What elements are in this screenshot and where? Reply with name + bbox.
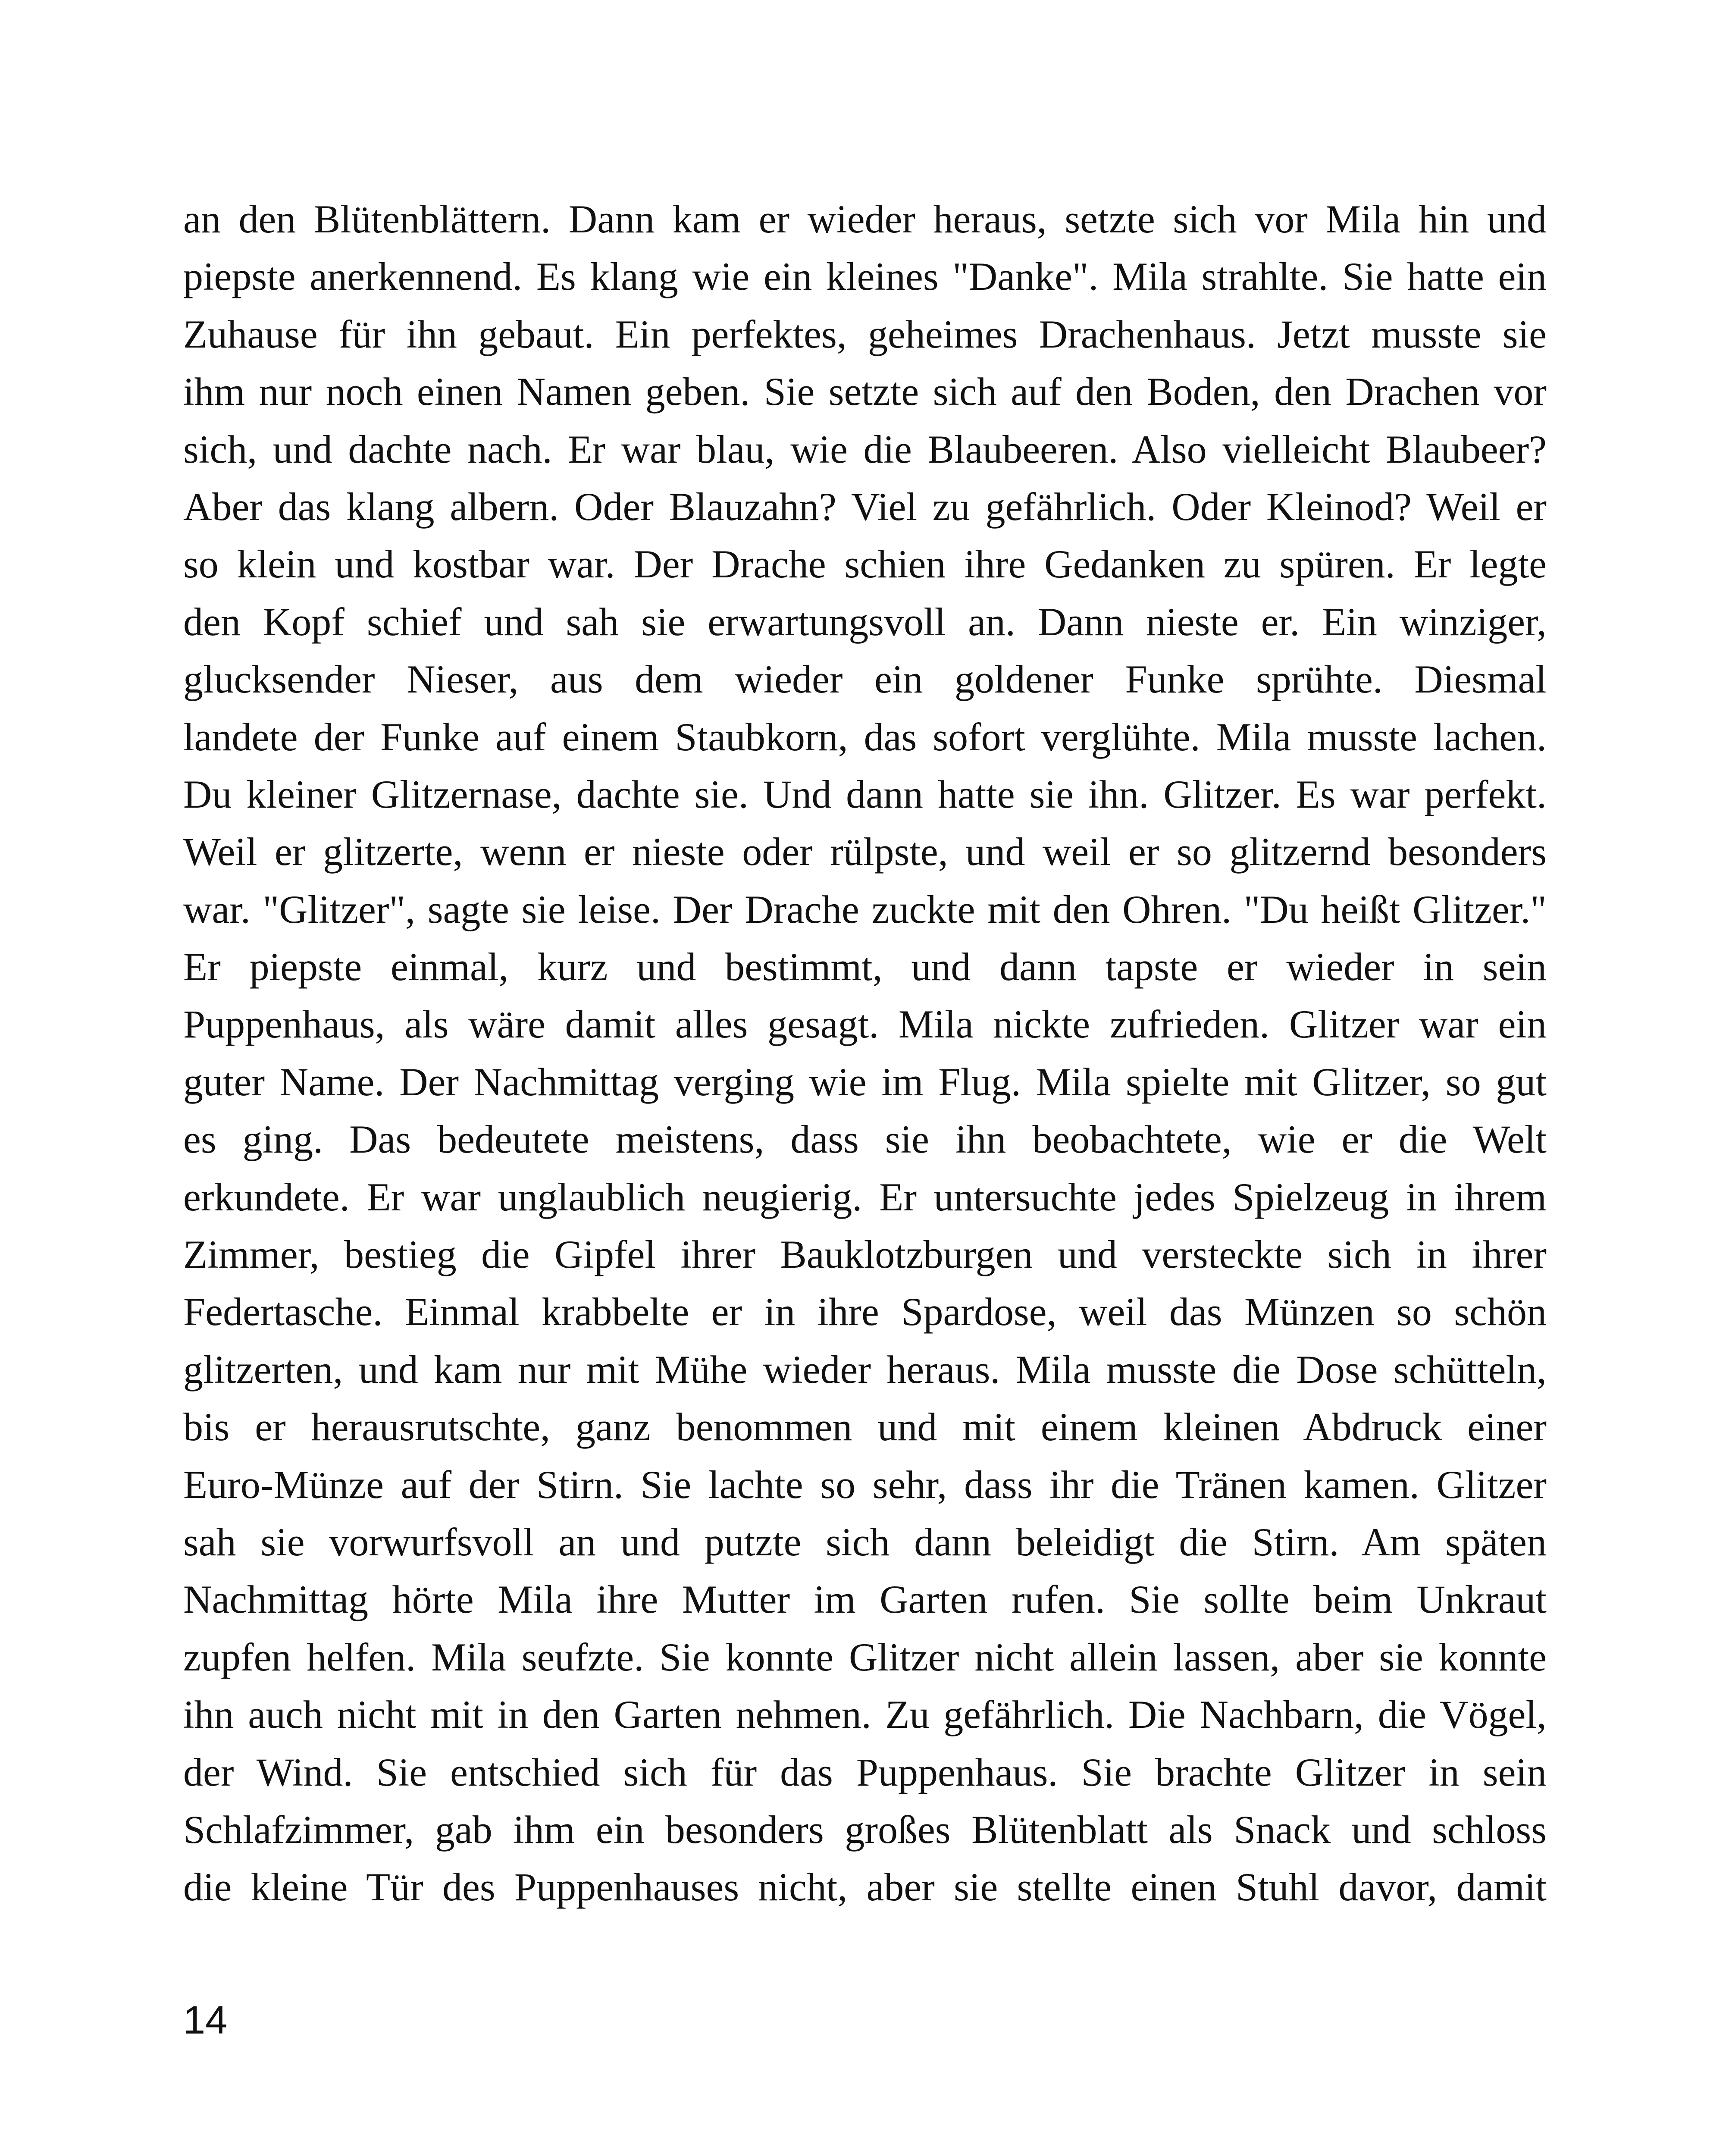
text-line: landete der Funke auf einem Staubkorn, das sofort verglühte. Mila musste lachen. <box>183 714 1547 759</box>
text-line: Puppenhaus, als wäre damit alles gesagt. Mila nickte zufrieden. Glitzer war ein <box>183 1002 1547 1047</box>
text-line: Zimmer, bestieg die Gipfel ihrer Bauklotzburgen und versteckte sich in ihrer <box>183 1232 1547 1277</box>
text-line: Euro-Münze auf der Stirn. Sie lachte so sehr, dass ihr die Tränen kamen. Glitzer <box>183 1462 1547 1507</box>
text-line: Du kleiner Glitzernase, dachte sie. Und dann hatte sie ihn. Glitzer. Es war perfekt. <box>183 772 1547 816</box>
text-line: Federtasche. Einmal krabbelte er in ihre Spardose, weil das Münzen so schön <box>183 1290 1547 1334</box>
text-line: erkundete. Er war unglaublich neugierig. Er untersuchte jedes Spielzeug in ihrem <box>183 1175 1547 1219</box>
page-number: 14 <box>183 1998 228 2042</box>
text-line: bis er herausrutschte, ganz benommen und mit einem kleinen Abdruck einer <box>183 1405 1547 1449</box>
text-line: Nachmittag hörte Mila ihre Mutter im Garten rufen. Sie sollte beim Unkraut <box>183 1577 1547 1622</box>
text-line: sah sie vorwurfsvoll an und putzte sich dann beleidigt die Stirn. Am späten <box>183 1520 1547 1564</box>
text-line: guter Name. Der Nachmittag verging wie im Flug. Mila spielte mit Glitzer, so gut <box>183 1059 1547 1104</box>
text-line: Schlafzimmer, gab ihm ein besonders großes Blütenblatt als Snack und schloss <box>183 1807 1547 1852</box>
text-line: ihn auch nicht mit in den Garten nehmen. Zu gefährlich. Die Nachbarn, die Vögel, <box>183 1692 1547 1737</box>
text-line: so klein und kostbar war. Der Drache schien ihre Gedanken zu spüren. Er legte <box>183 542 1547 586</box>
text-line: Er piepste einmal, kurz und bestimmt, und dann tapste er wieder in sein <box>183 945 1547 989</box>
text-line: es ging. Das bedeutete meistens, dass sie ihn beobachtete, wie er die Welt <box>183 1117 1547 1162</box>
text-line: den Kopf schief und sah sie erwartungsvoll an. Dann nieste er. Ein winziger, <box>183 599 1547 644</box>
text-line: glucksender Nieser, aus dem wieder ein goldener Funke sprühte. Diesmal <box>183 657 1547 702</box>
text-line: der Wind. Sie entschied sich für das Puppenhaus. Sie brachte Glitzer in sein <box>183 1750 1547 1794</box>
text-line: zupfen helfen. Mila seufzte. Sie konnte Glitzer nicht allein lassen, aber sie konnte <box>183 1635 1547 1679</box>
text-line: an den Blütenblättern. Dann kam er wieder heraus, setzte sich vor Mila hin und <box>183 197 1547 241</box>
text-line: sich, und dachte nach. Er war blau, wie die Blaubeeren. Also vielleicht Blaubeer? <box>183 427 1547 471</box>
text-line: Zuhause für ihn gebaut. Ein perfektes, geheimes Drachenhaus. Jetzt musste sie <box>183 312 1547 356</box>
text-line: Weil er glitzerte, wenn er nieste oder rülpste, und weil er so glitzernd besonders <box>183 830 1547 874</box>
body-text <box>183 191 1547 1916</box>
text-line: glitzerten, und kam nur mit Mühe wieder heraus. Mila musste die Dose schütteln, <box>183 1347 1547 1391</box>
text-line: die kleine Tür des Puppenhauses nicht, aber sie stellte einen Stuhl davor, damit <box>183 1865 1547 1909</box>
text-line: Aber das klang albern. Oder Blauzahn? Viel zu gefährlich. Oder Kleinod? Weil er <box>183 484 1547 529</box>
text-line: ihm nur noch einen Namen geben. Sie setzte sich auf den Boden, den Drachen vor <box>183 370 1547 414</box>
text-line: war. "Glitzer", sagte sie leise. Der Drache zuckte mit den Ohren. "Du heißt Glitzer." <box>183 887 1547 931</box>
text-line: piepste anerkennend. Es klang wie ein kleines "Danke". Mila strahlte. Sie hatte ein <box>183 254 1547 299</box>
